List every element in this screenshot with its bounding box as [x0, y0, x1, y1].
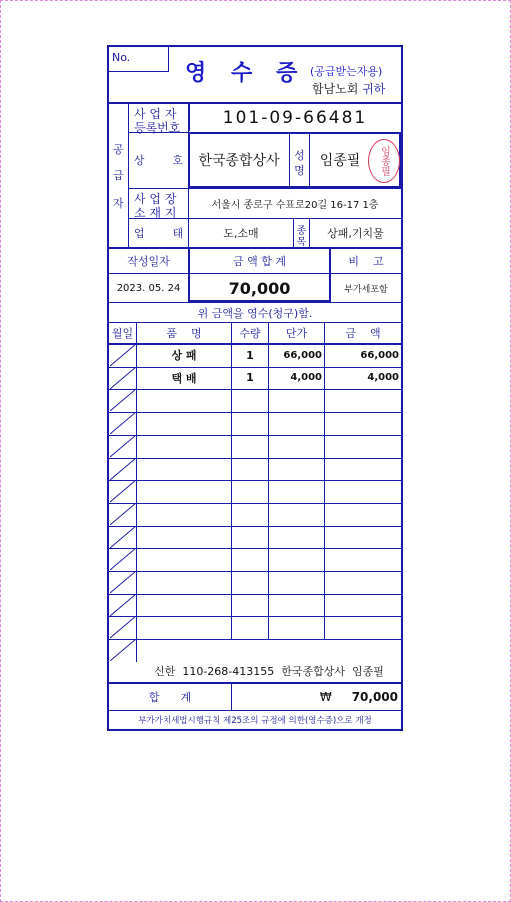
reg-number: 101-09-66481 [222, 107, 368, 128]
title-char-2: 수 [231, 61, 253, 86]
date-cell-slash [110, 435, 136, 457]
address: 서울시 종로구 수표로20길 16-17 1층 [211, 200, 379, 211]
address-label-2: 소 재 지 [134, 206, 177, 220]
date-cell-slash [110, 526, 136, 548]
date-cell-slash [110, 458, 136, 480]
grid-row-line [109, 412, 401, 413]
date-cell-slash [110, 571, 136, 593]
owner-name: 임종필 [319, 153, 361, 169]
seal-stamp [368, 139, 400, 183]
total-label: 합 계 [148, 690, 192, 704]
title-char-1: 영 [185, 61, 207, 86]
supplier-label-1: 공 [113, 143, 124, 156]
grid-row-line [109, 571, 401, 572]
date-cell-slash [110, 548, 136, 570]
seal-text: 임종필 [378, 146, 390, 176]
remarks-label: 비 고 [348, 254, 384, 268]
supplier-label-3: 자 [113, 197, 124, 210]
reg-label-1: 사 업 자 [134, 107, 177, 121]
col-header-qty: 수량 [239, 327, 261, 340]
company-label: 상 호 [133, 154, 184, 167]
business-item-label-1: 종 [296, 226, 307, 237]
item-2-qty: 1 [246, 371, 254, 384]
business-item: 상패,기치물 [327, 227, 384, 240]
item-1-amount: 66,000 [360, 349, 399, 361]
grid-row-line [109, 548, 401, 549]
total-amount [232, 683, 398, 710]
business-type: 도,소매 [223, 227, 259, 240]
total-amount-value: 70,000 [351, 689, 398, 704]
recipient-value: 함남노회 [312, 82, 359, 96]
no-label: No. [112, 51, 131, 64]
date-cell-slash [110, 503, 136, 525]
item-1-qty: 1 [246, 348, 254, 362]
grid-row-line [109, 389, 401, 390]
col-header-amount: 금 액 [345, 327, 381, 340]
date-cell-slash [110, 389, 136, 411]
grid-row-line [109, 594, 401, 595]
item-2-name: 택 배 [171, 371, 197, 385]
grid-row-line [109, 458, 401, 459]
grid-row-line [109, 435, 401, 436]
grid-row-line [109, 639, 401, 640]
grid-row-line [109, 526, 401, 527]
item-1-name: 상 패 [171, 349, 197, 362]
col-header-item: 품 명 [166, 327, 202, 340]
issue-date: 2023. 05. 24 [116, 282, 181, 294]
date-cell-slash [110, 594, 136, 616]
business-item-label-2: 목 [296, 237, 307, 248]
receipt-form [107, 45, 403, 731]
receipt-statement: 위 금액을 영수(청구)함. [197, 306, 313, 320]
col-header-unit-price: 단가 [285, 327, 308, 340]
date-cell-slash [110, 344, 136, 366]
title-subtitle: (공급받는자용) [310, 65, 383, 78]
business-type-label: 업 태 [133, 227, 184, 240]
date-cell-slash [110, 367, 136, 389]
title-char-3: 증 [276, 61, 298, 86]
date-cell-slash [110, 616, 136, 638]
grid-row-line [109, 480, 401, 481]
amount-total: 70,000 [228, 278, 291, 298]
date-cell-slash [110, 412, 136, 434]
date-label: 작성일자 [127, 254, 170, 268]
item-1-unit-price: 66,000 [283, 349, 322, 361]
amount-total-label: 금 액 합 계 [233, 254, 286, 268]
company-name: 한국종합상사 [198, 153, 280, 169]
recipient-name [312, 80, 385, 97]
name-label-1: 성 [294, 149, 305, 162]
name-label-2: 명 [294, 164, 305, 177]
date-cell-slash [110, 639, 136, 661]
bank-info: 신한 110-268-413155 한국종합상사 임종필 [154, 665, 384, 678]
address-label-1: 사 업 장 [134, 192, 177, 206]
supplier-label-2: 급 [113, 169, 124, 182]
reg-label-2: 등록번호 [134, 121, 181, 135]
date-cell-slash [110, 480, 136, 502]
remarks: 부가세포함 [344, 284, 388, 295]
recipient-suffix: 귀하 [362, 82, 386, 96]
item-2-unit-price: 4,000 [290, 372, 322, 383]
item-2-amount: 4,000 [367, 372, 399, 383]
footer-note: 부가가치세법시행규칙 제25조의 규정에 의한(영수증)으로 개정 [138, 716, 372, 726]
col-header-date: 월일 [111, 327, 134, 340]
grid-row-line [109, 503, 401, 504]
won-sign: ₩ [319, 689, 332, 704]
grid-row-line [109, 616, 401, 617]
